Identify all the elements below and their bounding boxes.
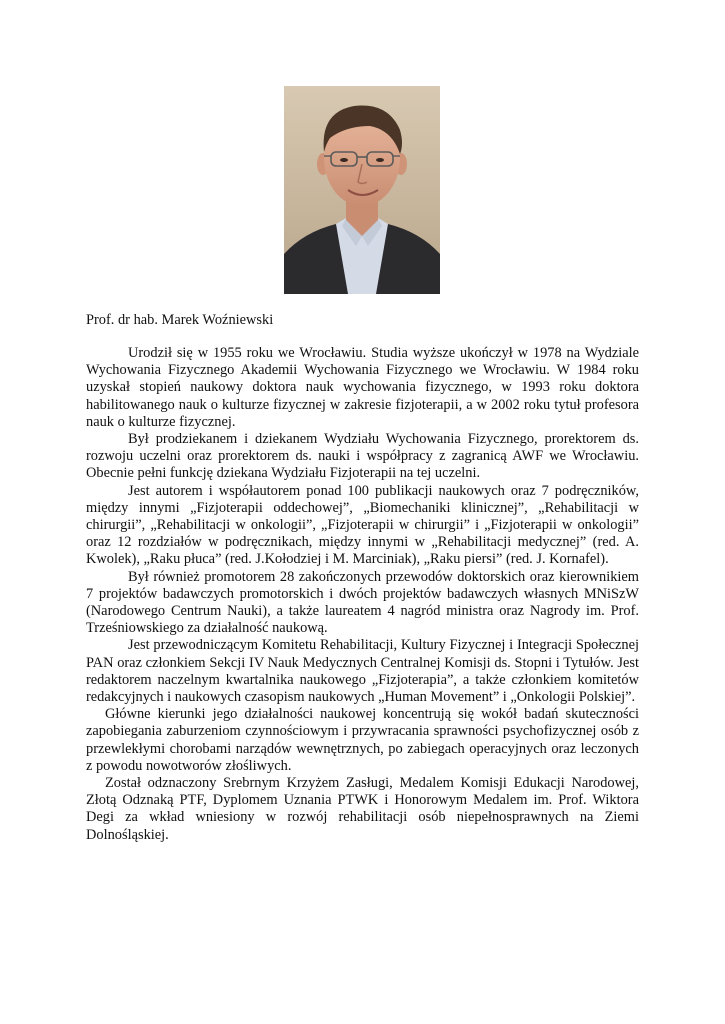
bio-paragraph: Został odznaczony Srebrnym Krzyżem Zasługi, Medalem Komisji Edukacji Narodowej, Złotą Odznaką PTF, Dyplomem Uznania PTWK i Honorowym Medalem im. Prof. Wiktora Degi za wkład wniesiony w rozwój rehabilitacji osób niepełnosprawnych na Ziemi Dolnośląskiej. [86, 775, 639, 843]
bio-paragraph: Urodził się w 1955 roku we Wrocławiu. Studia wyższe ukończył w 1978 na Wydziale Wychowania Fizycznego Akademii Wychowania Fizycznego we Wrocławiu. W 1984 roku uzyskał stopień naukowy doktora nauk wychowania fizycznego, w 1993 roku doktora habilitowanego nauk o kulturze fizycznej w zakresie fizjoterapii, a w 2002 roku tytuł profesora nauk o kulturze fizycznej. [86, 345, 639, 430]
bio-paragraph: Był również promotorem 28 zakończonych przewodów doktorskich oraz kierownikiem 7 projektów badawczych promotorskich i dwóch projektów badawczych własnych MNiSzW (Narodowego Centrum Nauki), a także laureatem 4 nagród ministra oraz Nagrody im. Prof. Trześniowskiego za działalność naukową. [86, 568, 639, 637]
bio-paragraph: Główne kierunki jego działalności naukowej koncentrują się wokół badań skuteczności zapobiegania zaburzeniom czynnościowym i przywracania sprawności psychofizycznej osób z przewlekłymi chorobami narządów wewnętrznych, po zabiegach operacyjnych oraz leczonych z powodu nowotworów złośliwych. [86, 706, 639, 774]
bio-paragraph: Jest przewodniczącym Komitetu Rehabilitacji, Kultury Fizycznej i Integracji Społecznej PAN oraz członkiem Sekcji IV Nauk Medycznych Centralnej Komisji ds. Stopni i Tytułów. Jest redaktorem naczelnym kwartalnika naukowego „Fizjoterapia”, a także członkiem komitetów redakcyjnych i naukowych czasopism naukowych „Human Movement” i „Onkologii Polskiej”. [86, 637, 639, 706]
person-name: Prof. dr hab. Marek Woźniewski [86, 312, 274, 328]
bio-paragraph: Był prodziekanem i dziekanem Wydziału Wychowania Fizycznego, prorektorem ds. rozwoju uczelni oraz prorektorem ds. nauki i współpracy z zagranicą AWF we Wrocławiu. Obecnie pełni funkcję dziekana Wydziału Fizjoterapii na tej uczelni. [86, 431, 639, 482]
bio-paragraph: Jest autorem i współautorem ponad 100 publikacji naukowych oraz 7 podręczników, między innymi „Fizjoterapii oddechowej”, „Biomechaniki klinicznej”, „Rehabilitacji w chirurgii”, „Rehabilitacji w onkologii”, „Fizjoterapii w chirurgii” i „Fizjoterapii w onkologii” oraz 12 rozdziałów w podręcznikach, między innymi w „Rehabilitacji medycznej” (red. A. Kwolek), „Raku płuca” (red. J.Kołodziej i M. Marciniak), „Raku piersi” (red. J. Kornafel). [86, 482, 639, 568]
portrait-photo [284, 86, 440, 294]
biography [86, 345, 639, 844]
